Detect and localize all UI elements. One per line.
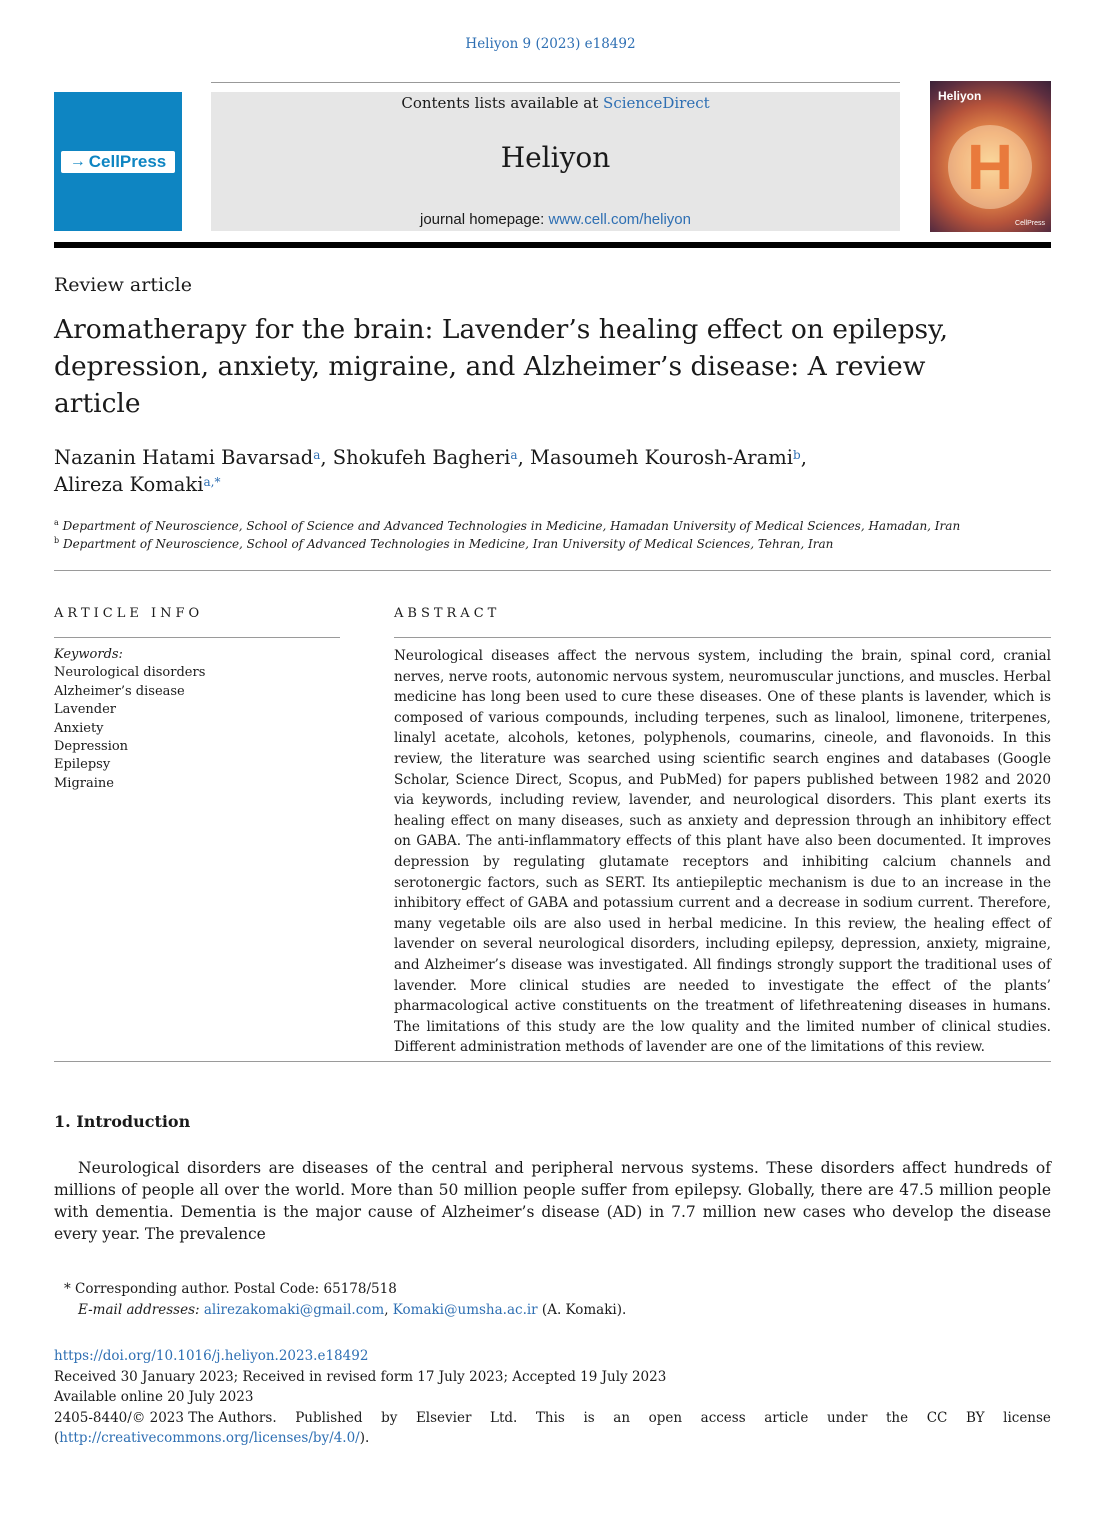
license-word: license	[1003, 1409, 1051, 1426]
journal-citation[interactable]: Heliyon 9 (2023) e18492	[465, 36, 636, 52]
section-divider	[54, 570, 1051, 571]
license-word: Published	[295, 1409, 363, 1426]
author-list	[54, 444, 954, 498]
license-word: access	[700, 1409, 746, 1426]
author-name[interactable]: Nazanin Hatami Bavarsad	[54, 446, 314, 469]
license-link-suffix: ).	[359, 1430, 370, 1446]
cover-publisher: CellPress	[1015, 220, 1045, 227]
keyword-item: Epilepsy	[54, 757, 111, 773]
email-separator: ,	[384, 1302, 393, 1318]
journal-cover-image[interactable]	[930, 81, 1051, 232]
email-suffix: (A. Komaki).	[537, 1302, 627, 1318]
header-divider	[54, 242, 1051, 248]
journal-homepage-link[interactable]: www.cell.com/heliyon	[548, 211, 691, 228]
license-line	[54, 1408, 1051, 1429]
license-word: is	[583, 1409, 595, 1426]
keywords-label: Keywords:	[54, 647, 123, 662]
author-affiliation-mark[interactable]: a	[313, 448, 321, 462]
author-name[interactable]: Masoumeh Kourosh-Arami	[529, 446, 793, 469]
received-dates: Received 30 January 2023; Received in revised form 17 July 2023; Accepted 19 July 2023	[54, 1368, 667, 1385]
available-online: Available online 20 July 2023	[54, 1389, 254, 1405]
front-matter	[54, 1346, 1051, 1449]
author-name[interactable]: Alireza Komaki	[54, 473, 204, 496]
article-info-heading: ARTICLE INFO	[54, 606, 204, 621]
doi-link[interactable]: https://doi.org/10.1016/j.heliyon.2023.e18492	[54, 1348, 369, 1364]
author-separator: ,	[320, 446, 333, 469]
license-word: by	[381, 1409, 398, 1426]
license-word: the	[886, 1409, 909, 1426]
introduction-heading: 1. Introduction	[54, 1112, 191, 1131]
license-link[interactable]: http://creativecommons.org/licenses/by/4.0/	[59, 1430, 360, 1446]
article-title: Aromatherapy for the brain: Lavender’s healing effect on epilepsy, depression, anxiety, migraine, and Alzheimer’s disease: A review article	[54, 314, 949, 419]
introduction-paragraph: Neurological disorders are diseases of the central and peripheral nervous systems. These disorders affect hundreds of millions of people all over the world. More than 50 million people suffer from epilepsy. Globally, there are 47.5 million people with dementia. Dementia is the major cause of Alzheimer’s disease (AD) in 7.7 million new cases who develop the disease every year. The prevalence	[54, 1159, 1051, 1243]
author-affiliation-mark[interactable]: a	[510, 448, 518, 462]
email-label: E-mail addresses:	[78, 1302, 200, 1318]
license-word: 2405-8440/© 2023 The Authors.	[54, 1409, 277, 1426]
keyword-item: Migraine	[54, 775, 114, 791]
author-separator: ,	[517, 446, 530, 469]
article-type: Review article	[54, 274, 192, 296]
affiliation-mark: a	[54, 518, 59, 527]
email-link[interactable]: Komaki@umsha.ac.ir	[392, 1302, 538, 1318]
affiliation-text: Department of Neuroscience, School of Advanced Technologies in Medicine, Iran University of Medical Sciences, Tehran, Iran	[62, 537, 834, 551]
affiliation-b	[54, 536, 833, 551]
license-word: an	[613, 1409, 631, 1426]
license-word: CC	[926, 1409, 948, 1426]
abstract-body: Neurological diseases affect the nervous system, including the brain, spinal cord, cranial nerves, nerve roots, autonomic nervous system, neuromuscular junctions, and muscles. Herbal medicine has long been used to cure these diseases. One of these plants is lavender, which is composed of various compounds, including terpenes, such as linalool, limonene, triterpenes, linalyl acetate, alcohols, ketones, polyphenols, coumarins, cineole, and flavonoids. In this review, the literature was searched using scientific search engines and databases (Google Scholar, Science Direct, Scopus, and PubMed) for papers published between 1982 and 2020 via keywords, including review, lavender, and neurological disorders. This plant exerts its healing effect on many diseases, such as anxiety and depression through an inhibitory effect on GABA. The anti-inflammatory effects of this plant have also been documented. It improves depression by regulating glutamate receptors and inhibiting calcium channels and serotonergic factors, such as SERT. Its antiepileptic mechanism is due to an increase in the inhibitory effect of GABA and potassium current and a decrease in sodium current. Therefore, many vegetable oils are also used in herbal medicine. In this review, the healing effect of lavender on several neurological disorders, including epilepsy, depression, anxiety, migraine, and Alzheimer’s disease was investigated. All findings strongly support the traditional uses of lavender. More clinical studies are needed to investigate the effect of the plants’ pharmacological active constituents on the treatment of lifethreatening diseases in humans. The limitations of this study are the low quality and the limited number of clinical studies. Different administration methods of lavender are one of the limitations of this review.	[394, 648, 1051, 1056]
footnote-marker: *	[64, 1281, 71, 1297]
license-word: open	[648, 1409, 683, 1426]
cellpress-logo	[61, 151, 175, 173]
author-name[interactable]: Shokufeh Bagheri	[332, 446, 511, 469]
license-word: Elsevier	[415, 1409, 472, 1426]
author-affiliation-mark[interactable]: b	[793, 448, 801, 462]
license-word: article	[764, 1409, 809, 1426]
contents-prefix: Contents lists available at	[401, 94, 604, 112]
article-info-rule	[54, 637, 340, 638]
license-word: This	[535, 1409, 565, 1426]
journal-name: Heliyon	[500, 141, 611, 174]
author-separator: ,	[800, 446, 807, 469]
cellpress-link-icon: →	[69, 153, 86, 170]
author-affiliation-mark[interactable]: a,*	[203, 475, 221, 489]
keywords-block	[54, 646, 205, 793]
abstract-heading: ABSTRACT	[394, 606, 501, 621]
license-word: under	[826, 1409, 868, 1426]
keyword-item: Neurological disorders	[54, 665, 206, 681]
abstract-bottom-rule	[54, 1061, 1051, 1062]
cover-title: Heliyon	[938, 89, 982, 103]
keyword-item: Lavender	[54, 702, 117, 718]
license-word: Ltd.	[490, 1409, 518, 1426]
corresponding-footnote	[64, 1279, 626, 1321]
corresponding-author-note: Corresponding author. Postal Code: 65178/518	[75, 1281, 397, 1297]
homepage-line	[211, 211, 900, 228]
homepage-prefix: journal homepage:	[420, 211, 549, 228]
banner-top-rule	[211, 82, 900, 83]
cover-h-letter: H	[948, 125, 1032, 209]
contents-line	[211, 94, 900, 112]
keyword-item: Anxiety	[54, 720, 104, 736]
affiliation-text: Department of Neuroscience, School of Science and Advanced Technologies in Medicine, Hamadan University of Medical Sciences, Hamadan, Iran	[62, 519, 961, 533]
affiliation-a	[54, 518, 960, 533]
abstract-rule	[394, 637, 1051, 638]
email-link[interactable]: alirezakomaki@gmail.com	[203, 1302, 385, 1318]
license-word: BY	[965, 1409, 985, 1426]
license-link-prefix: (	[54, 1430, 60, 1446]
keyword-item: Depression	[54, 739, 129, 755]
cellpress-logo-panel[interactable]	[54, 92, 182, 231]
cellpress-logo-text: CellPress	[88, 152, 167, 171]
keyword-item: Alzheimer’s disease	[54, 683, 185, 699]
affiliation-mark: b	[54, 536, 60, 545]
sciencedirect-link[interactable]: ScienceDirect	[603, 94, 710, 112]
